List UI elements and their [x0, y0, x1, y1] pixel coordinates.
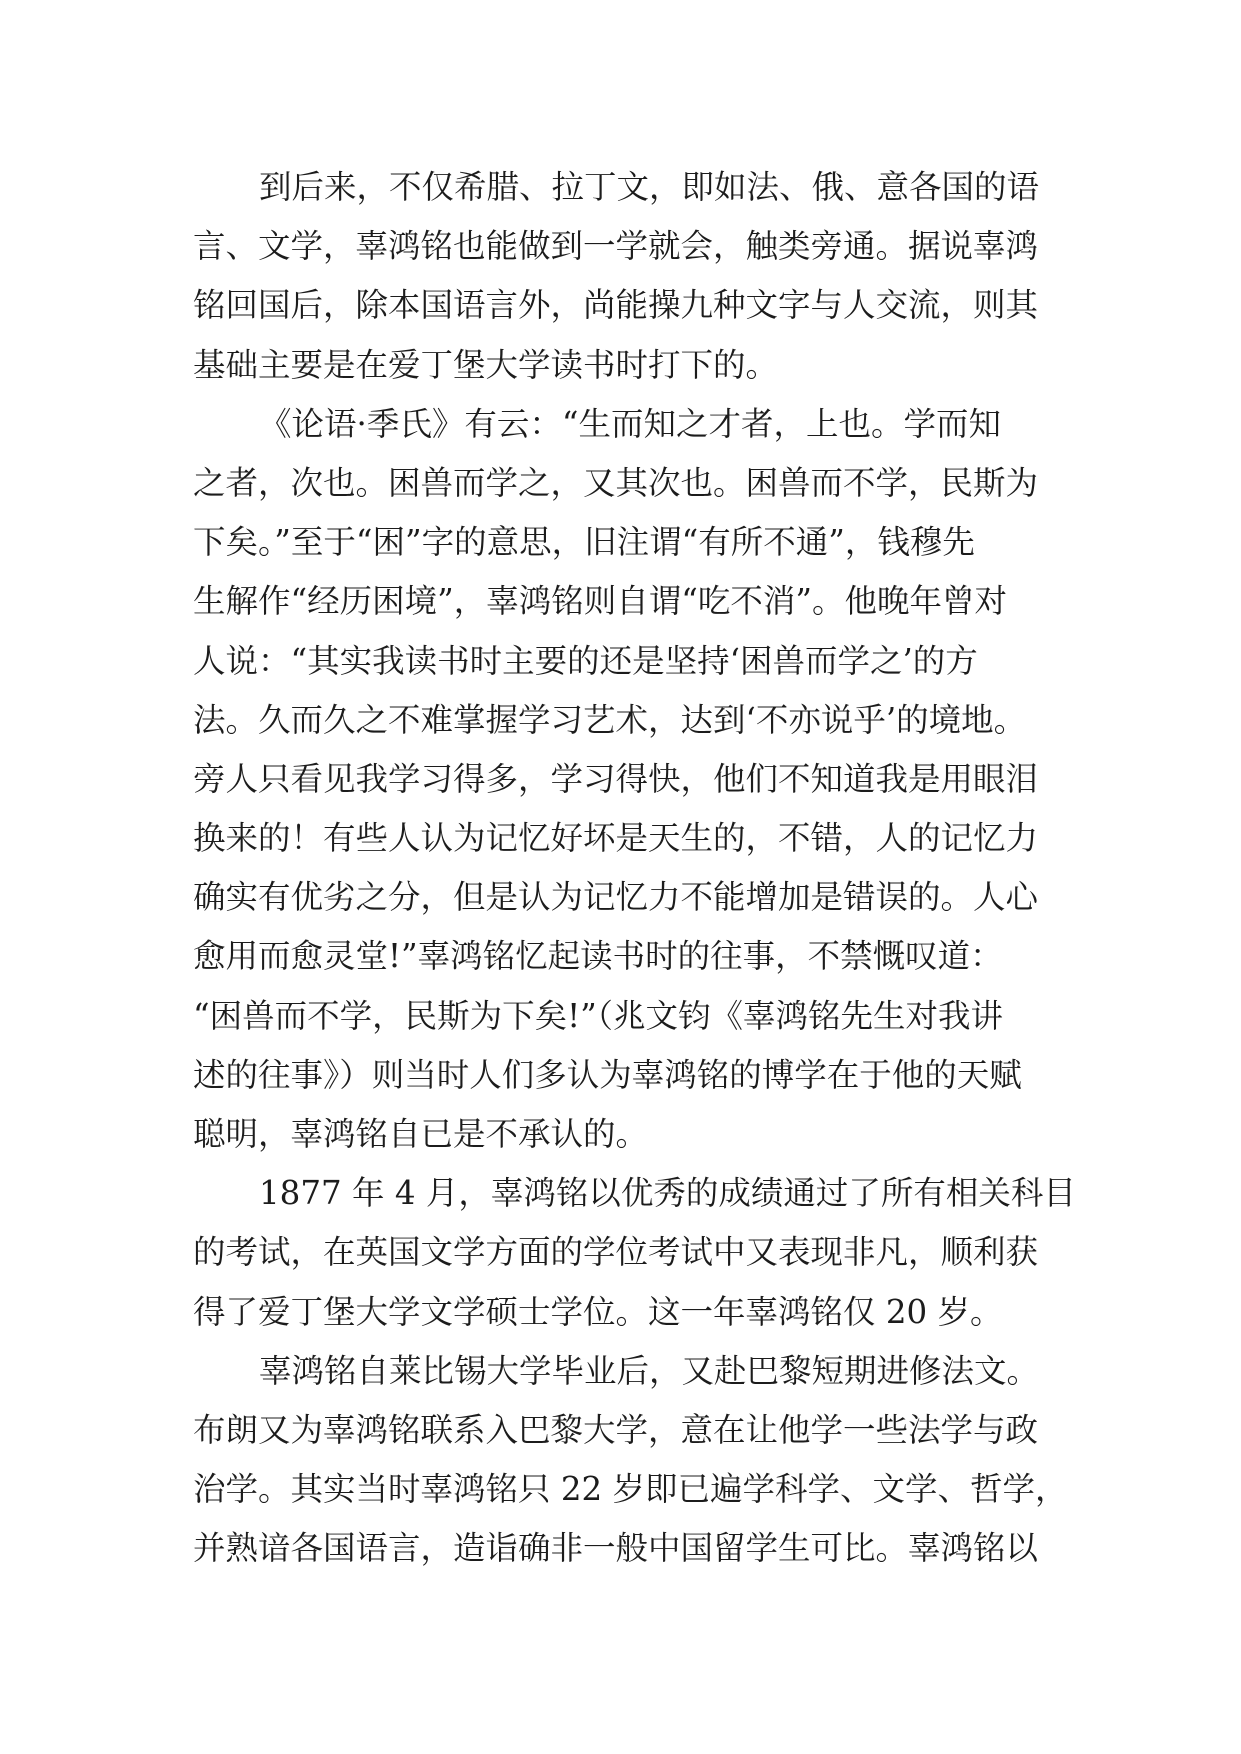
text-line: 并熟谙各国语言，造诣确非一般中国留学生可比。辜鸿铭以	[193, 1529, 1039, 1568]
text-line: 到后来，不仅希腊、拉丁文，即如法、俄、意各国的语	[259, 168, 1040, 206]
text-line: 基础主要是在爱丁堡大学读书时打下的。	[193, 345, 779, 384]
body-text	[193, 158, 1076, 1579]
text-line: 铭回国后，除本国语言外，尚能操九种文字与人交流，则其	[193, 286, 1039, 325]
text-line: 聪明，辜鸿铭自已是不承认的。	[193, 1115, 649, 1153]
text-line: 愈用而愈灵堂!”辜鸿铭忆起读书时的往事，不禁慨叹道：	[193, 937, 1003, 976]
text-line: 的考试，在英国文学方面的学位考试中又表现非凡，顺利获	[193, 1233, 1039, 1272]
text-line: 得了爱丁堡大学文学硕士学位。这一年辜鸿铭仅 20 岁。	[193, 1292, 1003, 1331]
text-line: 生解作“经历困境”，辜鸿铭则自谓“吃不消”。他晚年曾对	[193, 582, 1007, 621]
text-line: 布朗又为辜鸿铭联系入巴黎大学，意在让他学一些法学与政	[193, 1410, 1039, 1449]
text-line: 换来的！有些人认为记忆好坏是天生的，不错，人的记忆力	[193, 819, 1039, 858]
text-line: 确实有优劣之分，但是认为记忆力不能增加是错误的。人心	[193, 878, 1039, 917]
text-line: 治学。其实当时辜鸿铭只 22 岁即已遍学科学、文学、哲学，	[193, 1470, 1068, 1509]
text-line: 人说：“其实我读书时主要的还是坚持‘困兽而学之’的方	[193, 641, 978, 680]
text-line: 旁人只看见我学习得多，学习得快，他们不知道我是用眼泪	[193, 759, 1039, 798]
text-line: 法。久而久之不难掌握学习艺术，达到‘不亦说乎’的境地。	[193, 700, 1027, 739]
text-line: 《论语·季氏》有云：“生而知之才者，上也。学而知	[259, 404, 1001, 443]
text-line: 辜鸿铭自莱比锡大学毕业后，又赴巴黎短期进修法文。	[259, 1351, 1040, 1390]
text-line: 言、文学，辜鸿铭也能做到一学就会，触类旁通。据说辜鸿	[193, 227, 1039, 266]
text-line: “困兽而不学，民斯为下矣!”（兆文钧《辜鸿铭先生对我讲	[193, 996, 1004, 1035]
text-line: 之者，次也。困兽而学之，又其次也。困兽而不学，民斯为	[193, 463, 1039, 502]
text-line: 1877 年 4 月，辜鸿铭以优秀的成绩通过了所有相关科目	[259, 1174, 1076, 1213]
text-line: 下矣。”至于“困”字的意思，旧注谓“有所不通”，钱穆先	[193, 523, 975, 562]
text-line: 述的往事》）则当时人们多认为辜鸿铭的博学在于他的天赋	[193, 1055, 1022, 1094]
